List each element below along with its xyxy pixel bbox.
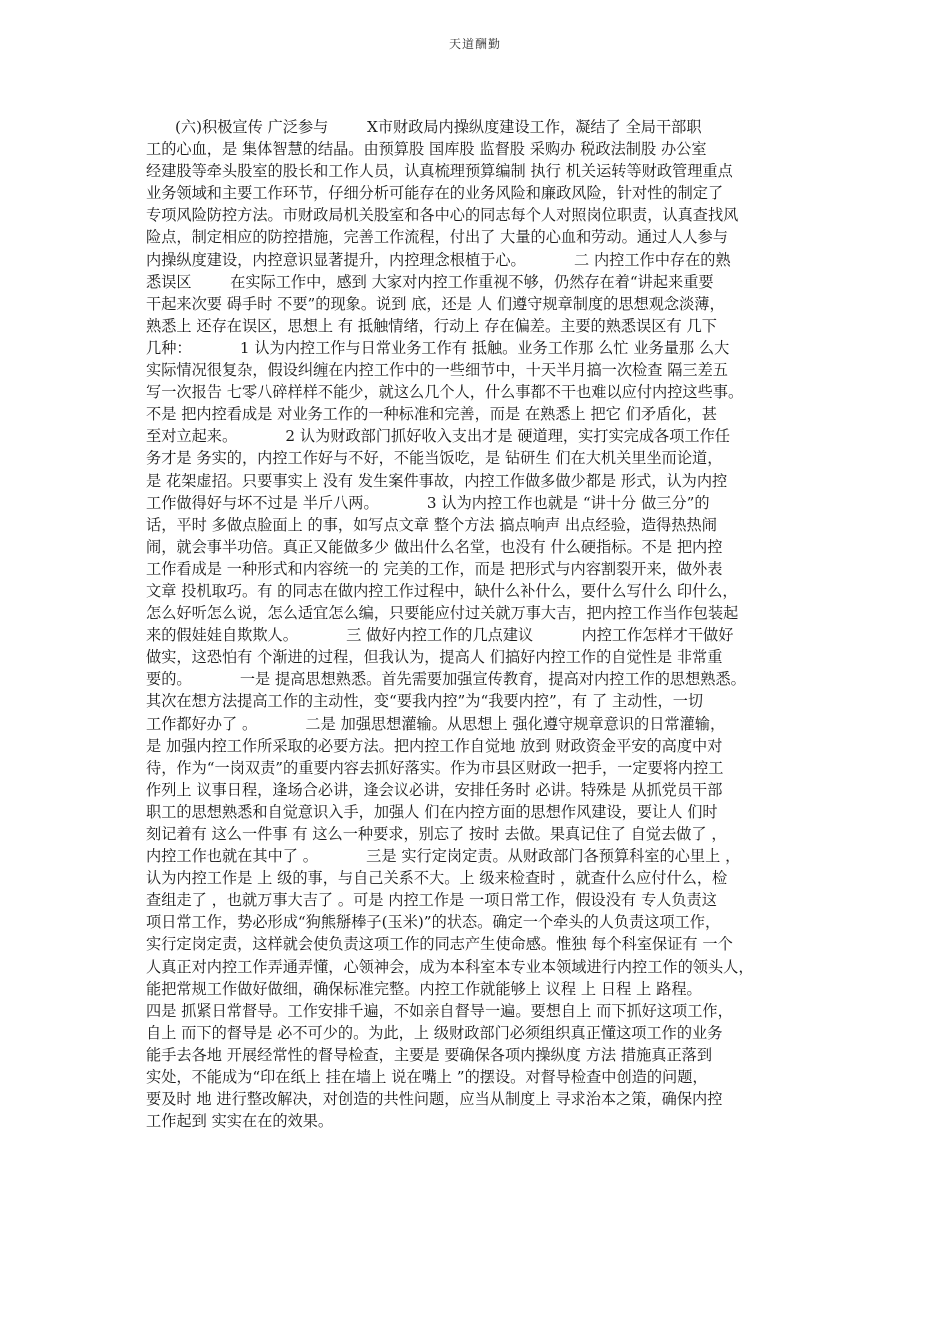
paragraph-line: 刻记着有 这么一件事 有 这么一种要求，别忘了 按时 去做。果真记住了 自觉去做了 ， xyxy=(146,825,727,843)
paragraph-line: 工作都好办了 。 二是 加强思想灌输。从思想上 强化遵守规章意识的日常灌输， xyxy=(146,714,726,733)
paragraph-line: 作列上 议事日程，逢场合必讲，逢会议必讲，安排任务时 必讲。特殊是 从抓党员干部 xyxy=(146,780,723,799)
paragraph-line: 是 花架虚招。只要事实上 没有 发生案件事故，内控工作做多做少都是 形式，认为内控 xyxy=(146,471,728,490)
paragraph-line: 做实，这恐怕有 个渐进的过程，但我认为，提高人 们搞好内控工作的自觉性是 非常重 xyxy=(146,648,723,667)
paragraph-line: 熟悉上 还存在误区，思想上 有 抵触情绪，行动上 存在偏差。主要的熟悉误区有 几下 xyxy=(146,316,717,335)
paragraph-line: 内操纵度建设，内控意识显著提升，内控理念根植于心。 二 内控工作中存在的熟 xyxy=(146,250,731,269)
paragraph-line: 是 加强内控工作所采取的必要方法。把内控工作自觉地 放到 财政资金平安的高度中对 xyxy=(146,736,723,755)
paragraph-line: 经建股等牵头股室的股长和工作人员，认真梳理预算编制 执行 机关运转等财政管理重点 xyxy=(146,162,733,181)
paragraph-line: 能手去各地 开展经常性的督导检查，主要是 要确保各项内操纵度 方法 措施真正落到 xyxy=(146,1045,713,1064)
paragraph-line: 话，平时 多做点脸面上 的事，如写点文章 整个方法 搞点响声 出点经验，造得热热闹 xyxy=(146,515,717,534)
paragraph-line: 工作起到 实实在在的效果。 xyxy=(146,1112,334,1131)
paragraph-line: 写一次报告 七零八碎样样不能少，就这么几个人，什么事都不干也难以应付内控这些事。 xyxy=(146,383,744,402)
paragraph-line: 干起来次要 碍手时 不要”的现象。说到 底，还是 人 们遵守规章制度的思想观念淡薄， xyxy=(146,294,725,313)
paragraph-line: 实处，不能成为“印在纸上 挂在墙上 说在嘴上 ”的摆设。对督导检查中创造的问题， xyxy=(146,1068,708,1087)
paragraph-line: 来的假娃娃自欺欺人。 三 做好内控工作的几点建议 内控工作怎样才干做好 xyxy=(146,626,734,645)
paragraph-line: 查组走了 ，也就万事大吉了 。可是 内控工作是 一项日常工作，假设没有 专人负责这 xyxy=(146,891,717,910)
paragraph-line: 自上 而下的督导是 必不可少的。为此，上 级财政部门必须组织真正懂这项工作的业务 xyxy=(146,1023,723,1042)
document-body xyxy=(146,116,811,1132)
paragraph-line: 职工的思想熟悉和自觉意识入手，加强人 们在内控方面的思想作风建设，要让人 们时 xyxy=(146,802,718,821)
paragraph-line: 文章 投机取巧。有 的同志在做内控工作过程中，缺什么补什么，要什么写什么 印什么， xyxy=(146,581,738,600)
paragraph-line: 不是 把内控看成是 对业务工作的一种标准和完善，而是 在熟悉上 把它 们矛盾化，甚 xyxy=(146,405,717,424)
paragraph-line: 专项风险防控方法。市财政局机关股室和各中心的同志每个人对照岗位职责，认真查找风 xyxy=(146,206,739,225)
paragraph-line: 人真正对内控工作弄通弄懂，心领神会，成为本科室本专业本领域进行内控工作的领头人， xyxy=(146,957,754,976)
paragraph-line: 务才是 务实的，内控工作好与不好，不能当饭吃，是 钻研生 们在大机关里坐而论道， xyxy=(146,449,723,468)
paragraph-line: 几种： 1 认为内控工作与日常业务工作有 抵触。业务工作那 么忙 业务量那 么大 xyxy=(146,338,730,357)
paragraph-line: 悉误区 在实际工作中，感到 大家对内控工作重视不够，仍然存在着“讲起来重要 xyxy=(146,272,714,291)
paragraph-line: 能把常规工作做好做细，确保标准完整。内控工作就能够上 议程 上 日程 上 路程。 xyxy=(146,979,702,998)
paragraph-line: 工作做得好与坏不过是 半斤八两。 3 认为内控工作也就是 “讲十分 做三分”的 xyxy=(146,493,710,512)
header-title: 天道酬勤 xyxy=(448,37,501,51)
paragraph-line: 至对立起来。 2 认为财政部门抓好收入支出才是 硬道理，实打实完成各项工作任 xyxy=(146,427,730,446)
paragraph-line: 项日常工作，势必形成“狗熊掰棒子(玉米)”的状态。确定一个牵头的人负责这项工作， xyxy=(146,913,721,932)
paragraph-line: (六)积极宣传 广泛参与 X市财政局内操纵度建设工作，凝结了 全局干部职 xyxy=(146,118,702,136)
paragraph-line: 工作看成是 一种形式和内容统一的 完美的工作，而是 把形式与内容割裂开来，做外表 xyxy=(146,559,723,578)
paragraph-line: 实际情况很复杂，假设纠缠在内控工作中的一些细节中，十天半月搞一次检查 隔三差五 xyxy=(146,361,728,380)
paragraph-line: 险点，制定相应的防控措施，完善工作流程，付出了 大量的心血和劳动。通过人人参与 xyxy=(146,228,728,247)
paragraph-line: 业务领域和主要工作环节，仔细分析可能存在的业务风险和廉政风险，针对性的制定了 xyxy=(146,184,724,203)
paragraph-line: 工的心血，是 集体智慧的结晶。由预算股 国库股 监督股 采购办 税政法制股 办公室 xyxy=(146,140,707,159)
paragraph-line: 要的。 一是 提高思想熟悉。首先需要加强宣传教育，提高对内控工作的思想熟悉。 xyxy=(146,670,746,689)
paragraph-line: 四是 抓紧日常督导。工作安排千遍，不如亲自督导一遍。要想自上 而下抓好这项工作， xyxy=(146,1001,733,1020)
paragraph-line: 实行定岗定责，这样就会使负责这项工作的同志产生使命感。惟独 每个科室保证有 一个 xyxy=(146,935,733,954)
paragraph-line: 闹，就会事半功倍。真正又能做多少 做出什么名堂，也没有 什么硬指标。不是 把内控 xyxy=(146,537,723,556)
page-header xyxy=(0,35,950,52)
paragraph-line: 内控工作也就在其中了 。 三是 实行定岗定责。从财政部门各预算科室的心里上 ， xyxy=(146,847,741,866)
paragraph-line: 要及时 地 进行整改解决，对创造的共性问题，应当从制度上 寻求治本之策，确保内控 xyxy=(146,1090,723,1109)
paragraph-line: 认为内控工作是 上 级的事，与自己关系不大。上 级来检查时 ，就查什么应付什么，检 xyxy=(146,869,728,888)
paragraph-line: 其次在想方法提高工作的主动性，变“要我内控”为“我要内控”，有 了 主动性，一切 xyxy=(146,692,704,711)
paragraph-line: 待，作为“一岗双责”的重要内容去抓好落实。作为市县区财政一把手，一定要将内控工 xyxy=(146,758,724,777)
paragraph-line: 怎么好听怎么说，怎么适宜怎么编，只要能应付过关就万事大吉，把内控工作当作包装起 xyxy=(146,604,739,623)
